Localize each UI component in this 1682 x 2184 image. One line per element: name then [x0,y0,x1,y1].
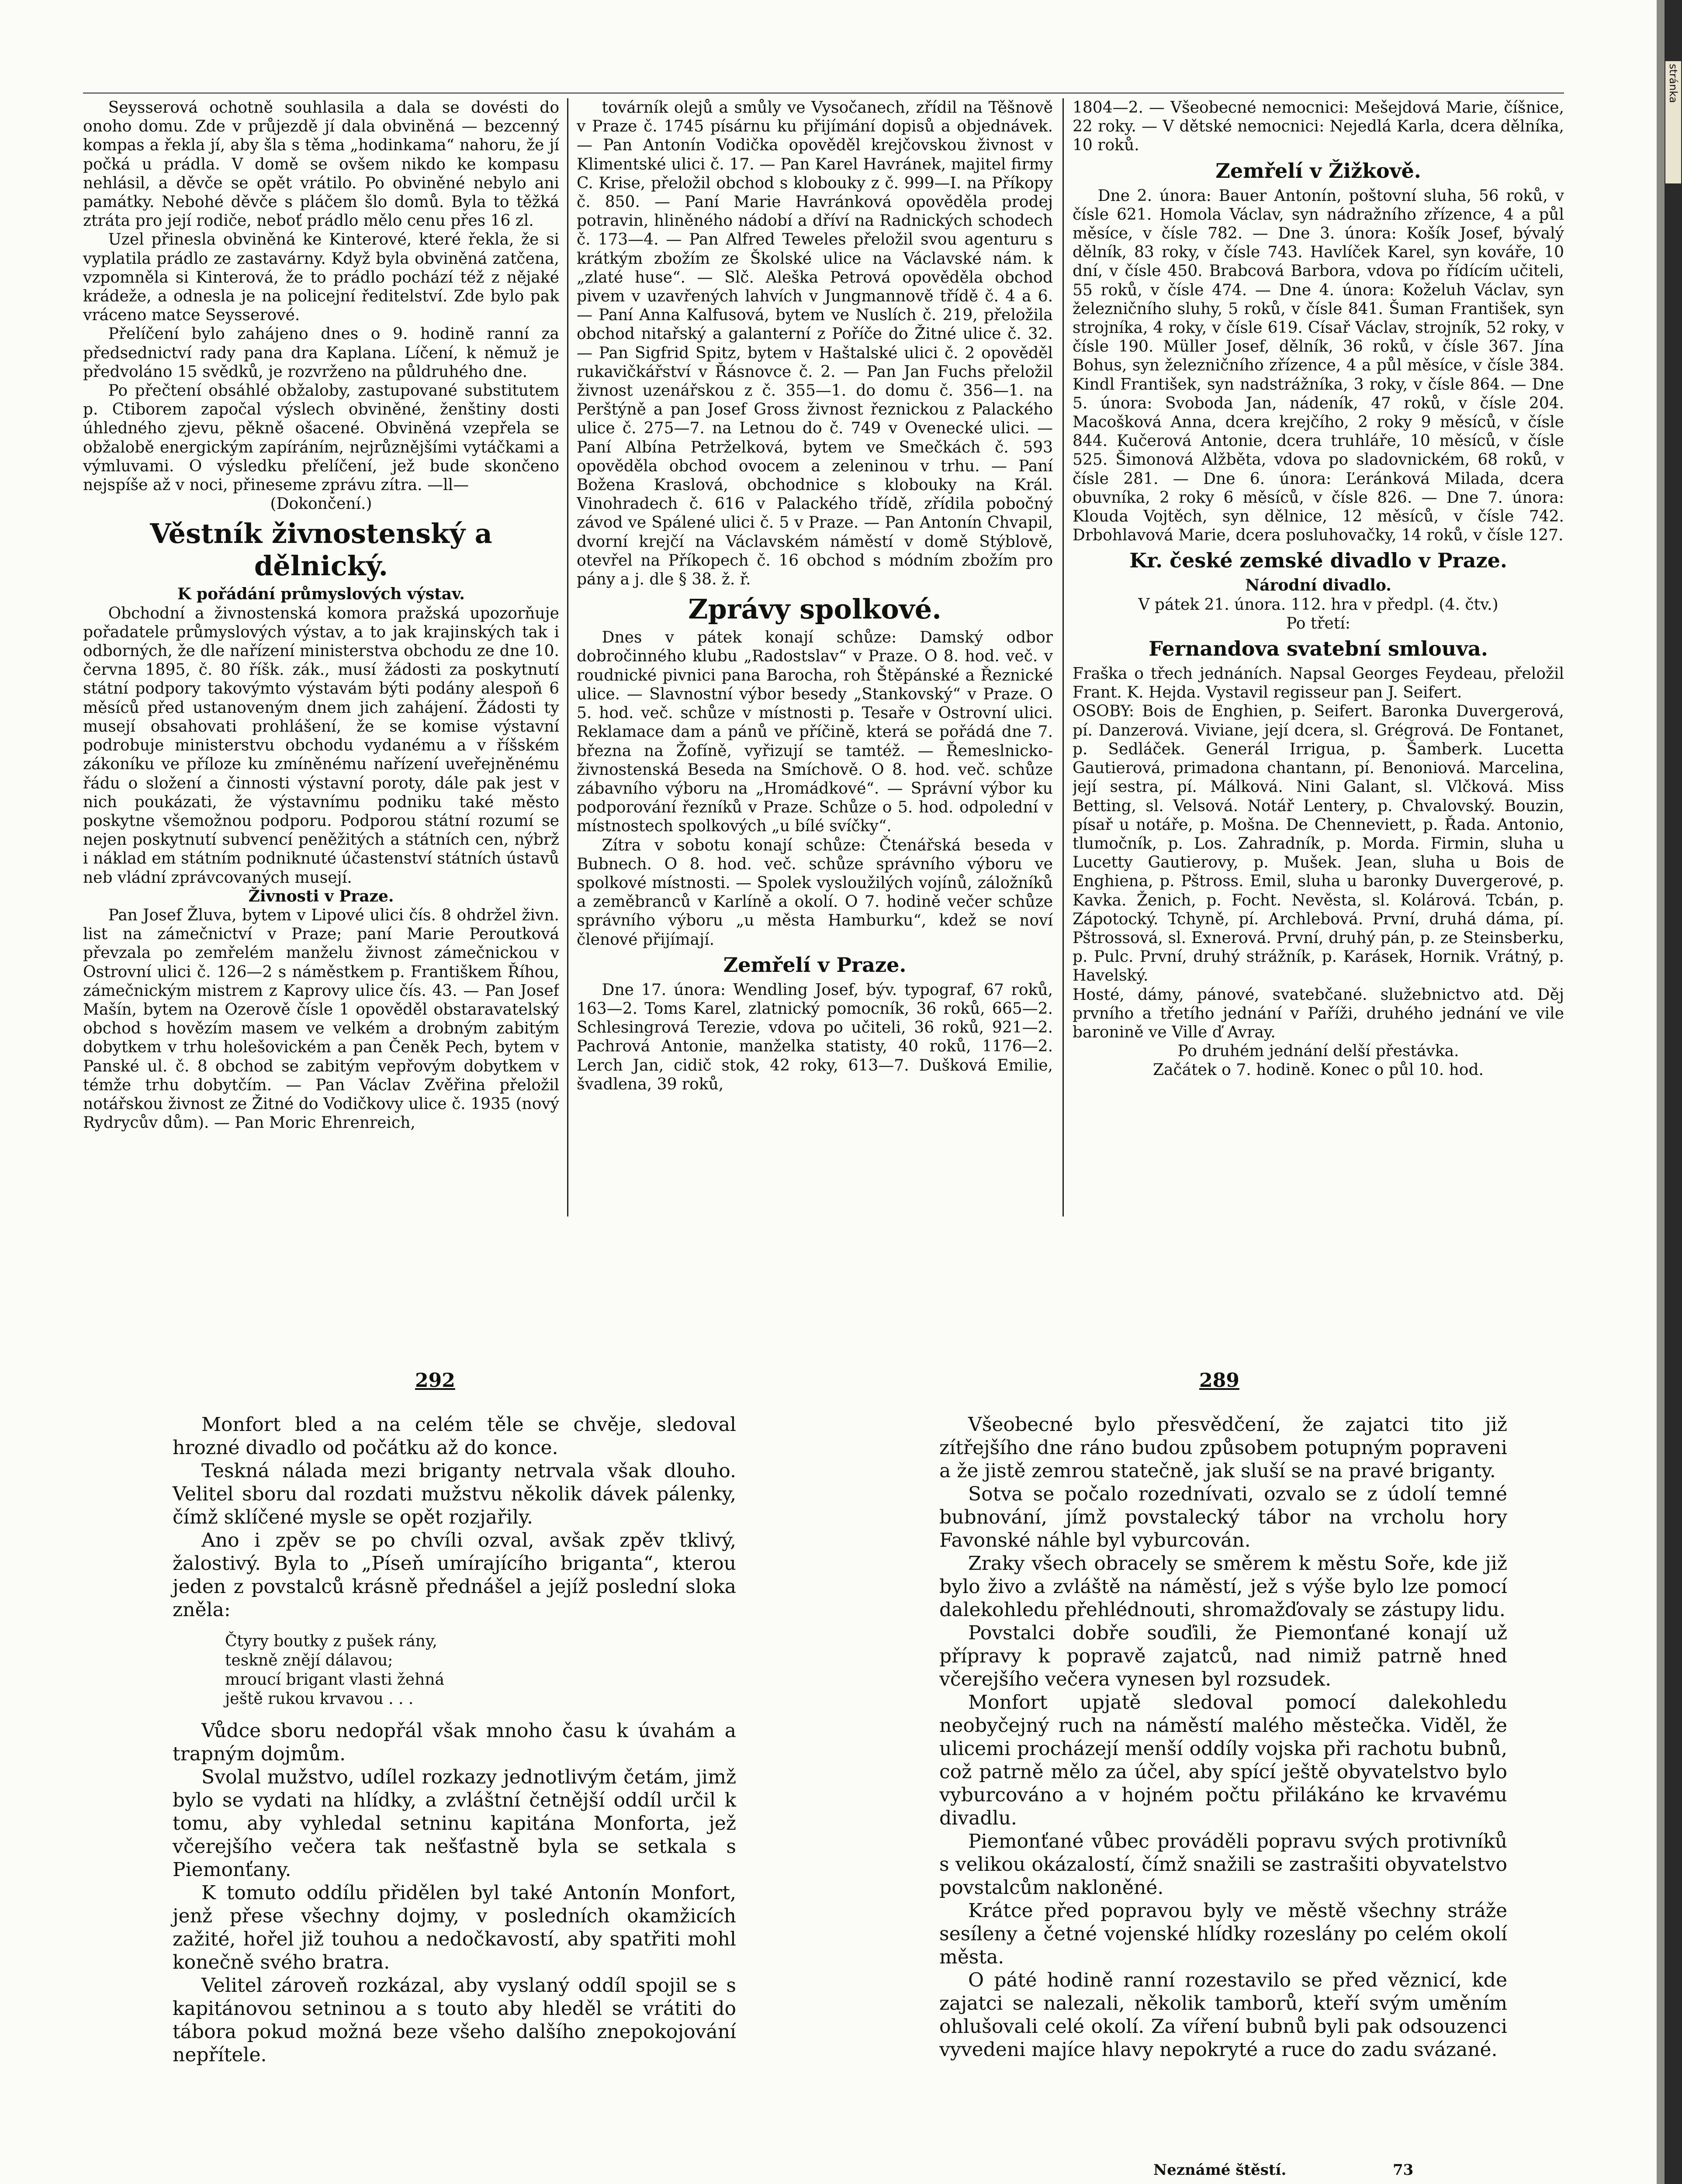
paragraph: Sotva se počalo rozednívati, ozvalo se z údolí temné bubnování, jímž povstalecký tábor na vrcholu hory Favonské náhle byl vyburcován. [939,1483,1507,1552]
section-heading: Fernandova svatební smlouva. [1149,637,1488,661]
paragraph: továrník olejů a smůly ve Vysočanech, zřídil na Těšnově v Praze č. 1745 písárnu ku přijímání dopisů a objednávek. — Pan Antonín Vodička opověděl krejčovskou živnost v Klimentské ulici č. 17. — Pan Karel Havránek, majitel firmy C. Krise, přeložil obchod s klobouky z č. 999—I. na Příkopy č. 850. — Paní Marie Havránková opověděla prodej potravin, hliněného nádobí a dříví na Radnických schodech č. 173—4. — Pan Alfred Teweles přeložil svou agenturu s krátkým zbožím ze Školské ulice na Václavské nám. k „zlaté huse“. — Slč. Aleška Petrová opověděla obchod pivem v uzavřených lahvích v Jungmannově třídě č. 4 a 6. — Paní Anna Kalfusová, bytem ve Nuslích č. 219, přeložila obchod nitařský a galanterní z Poříče do Žitné ulice č. 32. — Pan Sigfrid Spitz, bytem v Haštalské ulici č. 2 opověděl rukavičkářství v Řásnovce č. 2. — Pan Jan Fuchs přeložil živnost uzenářskou z č. 355—1. do domu č. 356—1. na Perštýně a pan Josef Gross živnost řeznickou z Palackého ulice č. 275—7. na Letnou do č. 749 v Ovenecké ulici. — Paní Albína Petrželková, bytem ve Smečkách č. 593 opověděla obchod ovocem a zeleninou v trhu. — Paní Božena Kraslová, obchodnice s klobouky na Král. Vinohradech č. 616 v Palackého třídě, zřídila pobočný závod ve Spálené ulici č. 5 v Praze. — Pan Antonín Chvapil, dvorní krejčí na Václavském náměstí v domě Stýblově, otevřel na Příkopech č. 16 obchod s módním zbožím pro pány a j. dle § 38. ž. ř. [577,99,1053,589]
paragraph: Fraška o třech jednáních. Napsal Georges Feydeau, přeložil Frant. K. Hejda. Vystavil regisseur pan J. Seifert. [1073,665,1564,702]
centered-line: (Dokončení.) [270,495,372,513]
paragraph: Zraky všech obracely se směrem k městu Soře, kde již bylo živo a zvláště na náměstí, jež s výše bylo lze pomocí dalekohledu přehlédnouti, shromažďovaly se zástupy lidu. [939,1552,1507,1621]
paragraph: Monfort bled a na celém těle se chvěje, sledoval hrozné divadlo od počátku až do konce. [173,1413,736,1459]
scan-edge-shadow [1657,0,1665,2184]
headline: Zprávy spolkové. [688,593,941,625]
newspaper-column-1 [83,98,559,1216]
paragraph: Dnes v pátek konají schůze: Damský odbor dobročinného klubu „Radostslav“ v Praze. O 8. hod. več. v roudnické pivnici pana Barocha, roh Štěpánské a Řeznické ulice. — Slavnostní výbor besedy „Stankovský“ v Praze. O 5. hod. več. schůze v místnosti p. Tesaře v Ostrovní ulici. Reklamace dam a pánů ve příčině, která se pořádá dne 7. března na Žofíně, vyřizují se tamtéž. — Řemeslnicko-živnostenská Beseda na Smíchově. O 8. hod. več. schůze zábavního výboru na „Hromádkové“. — Správní výbor ku podporování řezníků v Praze. Schůze o 5. hod. odpolední v místnostech spolkových „u bílé svíčky“. [577,629,1053,836]
footer-title: Neznámé štěstí. [1153,2161,1287,2179]
paragraph: Ano i zpěv se po chvíli ozval, avšak zpěv tklivý, žalostivý. Byla to „Píseň umírajícího briganta“, kterou jeden z povstalců krásně přednášel a jejíž poslední sloka zněla: [173,1529,736,1621]
column-rule-1 [567,98,568,1216]
paragraph: Všeobecné bylo přesvědčení, že zajatci tito již zítřejšího dne ráno budou způsobem potupným popraveni a že jistě zemrou statečně, jak sluší se na pravé briganty. [939,1413,1507,1482]
poem-line: Čtyry boutky z pušek rány, [225,1632,437,1650]
section-heading: K pořádání průmyslových výstav. [177,585,465,604]
paragraph: Po přečtení obsáhlé obžaloby, zastupované substitutem p. Ctiborem započal výslech obviněné, ženštiny dosti úhledného zjevu, pěkně ošacené. Obviněná vzepřela se obžalobě energickým zapíráním, nejrůznějšími vytáčkami a výmluvami. O výsledku přelíčení, jež bude skončeno nejspíše až v noci, přineseme zprávu zítra. —ll— [83,382,559,494]
centered-line: Po třetí: [1286,614,1350,632]
page-number-left: 292 [415,1369,455,1392]
paragraph: Zítra v sobotu konají schůze: Čtenářská beseda v Bubnech. O 8. hod. več. schůze správního výboru ve spolkové místnosti. — Spolek vysloužilých vojínů, záložníků a zeměbranců v Karlíně a okolí. O 7. hodině večer schůze správního výboru „u města Hamburku“, kdež se noví členové přijímají. [577,836,1053,949]
paragraph: Přelíčení bylo zahájeno dnes o 9. hodině ranní za předsednictví rady pana dra Kaplana. Líčení, k němuž je předvoláno 15 svědků, je rozvrženo na půldruhého dne. [83,325,559,381]
paragraph: Seysserová ochotně souhlasila a dala se dovésti do onoho domu. Zde v průjezdě jí dala obviněná — bezcenný kompas a řekla jí, aby šla s těma „hodinkama“ nahoru, že jí počká u prádla. V domě se ovšem nikdo ke kompasu nehlásil, a děvče se opět vrátilo. Po obviněné nebylo ani památky. Nebohé děvče s pláčem šlo domů. Byla to těžká ztráta pro její rodiče, neboť prádlo mělo cenu přes 16 zl. [83,99,559,230]
section-heading: Zemřelí v Praze. [723,953,907,977]
section-heading: Zemřelí v Žižkově. [1215,159,1421,183]
paragraph: Pan Josef Žluva, bytem v Lipové ulici čís. 8 ohdržel živn. list na zámečnictví v Praze; paní Marie Peroutková převzala po zemřelém manželu živnost zámečnickou v Ostrovní ulici č. 126—2 s náměstkem p. Františkem Říhou, zámečnickým mistrem z Kaprovy ulice čís. 43. — Pan Josef Mašín, bytem na Ozerově čísle 1 opověděl obstaravatelský obchod s hovězím masem ve velkém a drobným zabitým dobytkem v trhu holešovickém a pan Čeněk Pech, bytem v Panské ul. č. 8 obchod se zabitým vepřovým dobytkem v témže trhu dobytčím. — Pan Václav Zvěřina přeložil notářskou živnost ze Žitné do Vodičkovy ulice č. 1935 (nový Rydrycův dům). — Pan Moric Ehrenreich, [83,906,559,1132]
centered-line: V pátek 21. února. 112. hra v předpl. (4. čtv.) [1138,595,1499,614]
paragraph: Obchodní a živnostenská komora pražská upozorňuje pořadatele průmyslových výstav, a to jak krajinských tak i odborných, že dle nařízení ministerstva obchodu ze dne 10. června 1895, č. 80 říšk. zák., musí žádosti za poskytnutí státní podpory takovýmto výstavám býti podány alespoň 6 měsíců před ustanoveným dnem jich zahájení. Žádosti ty musejí obsahovati prohlášení, že se komise výstavní podrobuje ministerstvu obchodu vydanému a v říšském zákoníku ve příloze ku zmíněnému nařízení uveřejněnému řádu o složení a činnosti výstavní poroty, dále pak jest v nich poukázati, že výstavnímu podniku také město poskytne všemožnou podporu. Podporou státní rozumí se nejen poskytnutí subvencí peněžitých a státních cen, nýbrž i náklad em státním podniknuté účastenství státních ústavů neb vládní zprávcovaných musejí. [83,604,559,887]
poem-stanza [225,1632,736,1709]
paragraph: Piemonťané vůbec prováděli popravu svých protivníků s velikou okázalostí, čímž snažili se zastrašiti obyvatelstvo povstalcům nakloněné. [939,1830,1507,1899]
book-page-left [173,1413,736,2184]
poem-line: mroucí brigant vlasti žehná [225,1671,445,1689]
section-heading: Živnosti v Praze. [248,887,394,905]
centered-line: Začátek o 7. hodině. Konec o půl 10. hod. [1153,1061,1484,1079]
newspaper-column-3 [1073,98,1564,1216]
paragraph: OSOBY: Bois de Enghien, p. Seifert. Baronka Duvergerová, pí. Danzerová. Viviane, její dcera, sl. Grégrová. De Fontanet, p. Sedláček. Generál Irrigua, p. Šamberk. Lucetta Gautierová, primadona chantann, pí. Benoniová. Marcelina, její sestra, pí. Málková. Nini Galant, sl. Vlčková. Miss Betting, sl. Velsová. Notář Lentery, p. Chvalovský. Bouzin, písař u notáře, p. Mošna. De Chenneviett, p. Řada. Antonio, tlumočník, p. Los. Zahradník, p. Morda. Firmin, sluha u Lucetty Gautierovy, p. Mušek. Jean, sluha u Bois de Enghiena, p. Pštross. Emil, sluha u baronky Duvergerové, p. Kavka. Ženich, p. Focht. Nevěsta, sl. Kolárová. Tcbán, p. Zápotocký. Tchyně, pí. Archlebová. První, druhá dáma, pí. Pštrossová, sl. Exnerová. První, druhý pán, p. ze Steinsberku, p. Pulc. První, druhý strážník, p. Karásek, Hornik. Vrátný, p. Havelský. [1073,702,1564,985]
centered-line: Po druhém jednání delší přestávka. [1177,1042,1459,1061]
section-heading: Národní divadlo. [1245,576,1391,595]
scan-edge [1665,0,1682,2184]
headline: Věstník živnostenský a dělnický. [150,518,492,582]
newspaper-column-2 [577,98,1053,1216]
paragraph: O páté hodině ranní rozestavilo se před věznicí, kde zajatci se nalezali, několik tamborů, kteří svým uměním ohlušovali celé okolí. Za víření bubnů byli pak odsouzenci vyvedeni majíce hlavy nepokryté a ruce do zadu svázané. [939,1969,1507,2061]
paragraph: 1804—2. — Všeobecné nemocnici: Mešejdová Marie, číšnice, 22 roky. — V dětské nemocnici: Nejedlá Karla, dcera dělníka, 10 roků. [1073,99,1564,155]
paragraph: Velitel zároveň rozkázal, aby vyslaný oddíl spojil se s kapitánovou setninou a s touto aby hleděl se vrátiti do tábora pokud možná beze všeho dalšího znepokojování nepřítele. [173,1974,736,2066]
footer-signature: 73 [1393,2161,1414,2179]
paragraph: Svolal mužstvo, udílel rozkazy jednotlivým četám, jimž bylo se vydati na hlídky, a zvláštní četnější oddíl určil k tomu, aby vyhledal setninu kapitána Monforta, jež včerejšího večera tak nešťastně byla se setkala s Piemonťany. [173,1766,736,1881]
page-number-right: 289 [1199,1369,1239,1392]
paragraph: Dne 2. února: Bauer Antonín, poštovní sluha, 56 roků, v čísle 621. Homola Václav, syn nádražního zřízence, 4 a půl měsíce, v čísle 782. — Dne 3. února: Košík Josef, bývalý dělník, 83 roky, v čísle 743. Havlíček Karel, syn kováře, 10 dní, v čísle 450. Brabcová Barbora, vdova po řídícím učiteli, 55 roků, v čísle 474. — Dne 4. února: Koželuh Václav, syn železničního sluhy, 5 roků, v čísle 841. Šuman František, syn strojníka, 4 roky, v čísle 619. Císař Václav, strojník, 52 roky, v čísle 190. Müller Josef, dělník, 36 roků, v čísle 367. Jína Bohus, syn železničního zřízence, 4 a půl měsíce, v čísle 384. Kindl František, syn nadstrážníka, 3 roky, v čísle 864. — Dne 5. února: Svoboda Jan, nádeník, 47 roků, v čísle 204. Macošková Anna, dcera krejčího, 2 roky 9 měsíců, v čísle 844. Kučerová Antonie, dcera truhláře, 10 měsíců, v čísle 525. Šimonová Alžběta, vdova po sladovnickém, 68 roků, v čísle 281. — Dne 6. února: Ľeránková Milada, dcera obuvníka, 2 roky 6 měsíců, v čísle 826. — Dne 7. února: Klouda Vojtěch, syn dělnice, 12 měsíců, v čísle 742. Drbohlavová Marie, dcera posluhovačky, 14 roků, v čísle 127. [1073,187,1564,545]
paragraph: Teskná nálada mezi briganty netrvala však dlouho. Velitel sboru dal rozdati mužstvu několik dávek pálenky, čímž sklíčené mysle se opět rozjařily. [173,1460,736,1528]
bookmark-tab: stránka [1665,61,1681,183]
paragraph: Monfort upjatě sledoval pomocí dalekohledu neobyčejný ruch na náměstí malého městečka. Viděl, že ulicemi procházejí menší oddíly vojska při rachotu bubnů, což patrně mělo za účel, aby spící ještě obyvatelstvo bylo vyburcováno a v hojném počtu přilákáno ke krvavému divadlu. [939,1691,1507,1829]
paragraph: Krátce před popravou byly ve městě všechny stráže sesíleny a četné vojenské hlídky rozeslány po celém okolí města. [939,1900,1507,1968]
column-rule-2 [1062,98,1064,1216]
paragraph: Uzel přinesla obviněná ke Kinterové, které řekla, že si vyplatila prádlo ze zastavárny. Když byla obviněná zatčena, vzpomněla si Kinterová, že to prádlo pochází též z nějaké krádeže, a odnesla je na policejní ředitelství. Zde bylo pak vráceno matce Seysserové. [83,231,559,325]
poem-line: ještě rukou krvavou . . . [225,1690,414,1708]
poem-line: teskně znějí dálavou; [225,1652,393,1669]
section-heading: Kr. české zemské divadlo v Praze. [1129,549,1507,573]
paragraph: Dne 17. února: Wendling Josef, býv. typograf, 67 roků, 163—2. Toms Karel, zlatnický pomocník, 36 roků, 665—2. Schlesingrová Terezie, vdova po učiteli, 36 roků, 921—2. Pachrová Antonie, manželka statisty, 40 roků, 1176—2. Lerch Jan, cidič stok, 42 roky, 613—7. Dušková Emilie, švadlena, 39 roků, [577,981,1053,1093]
paragraph: Povstalci dobře souďili, že Piemonťané konají už přípravy k popravě zajatců, nad nimiž patrně hned včerejšího večera vynesen byl rozsudek. [939,1622,1507,1690]
paragraph: Hosté, dámy, pánové, svatebčané. služebnictvo atd. Děj prvního a třetího jednání v Paříži, druhého jednání ve vile baronině ve Ville ď Avray. [1073,985,1564,1041]
paragraph: Vůdce sboru nedopřál však mnoho času k úvahám a trapným dojmům. [173,1720,736,1765]
book-page-right [939,1413,1507,2156]
paragraph: K tomuto oddílu přidělen byl také Antonín Monfort, jenž přese všechny dojmy, v posledních okamžicích zažité, hořel již touhou a nedočkavostí, aby spatřiti mohl konečně svého bratra. [173,1882,736,1973]
